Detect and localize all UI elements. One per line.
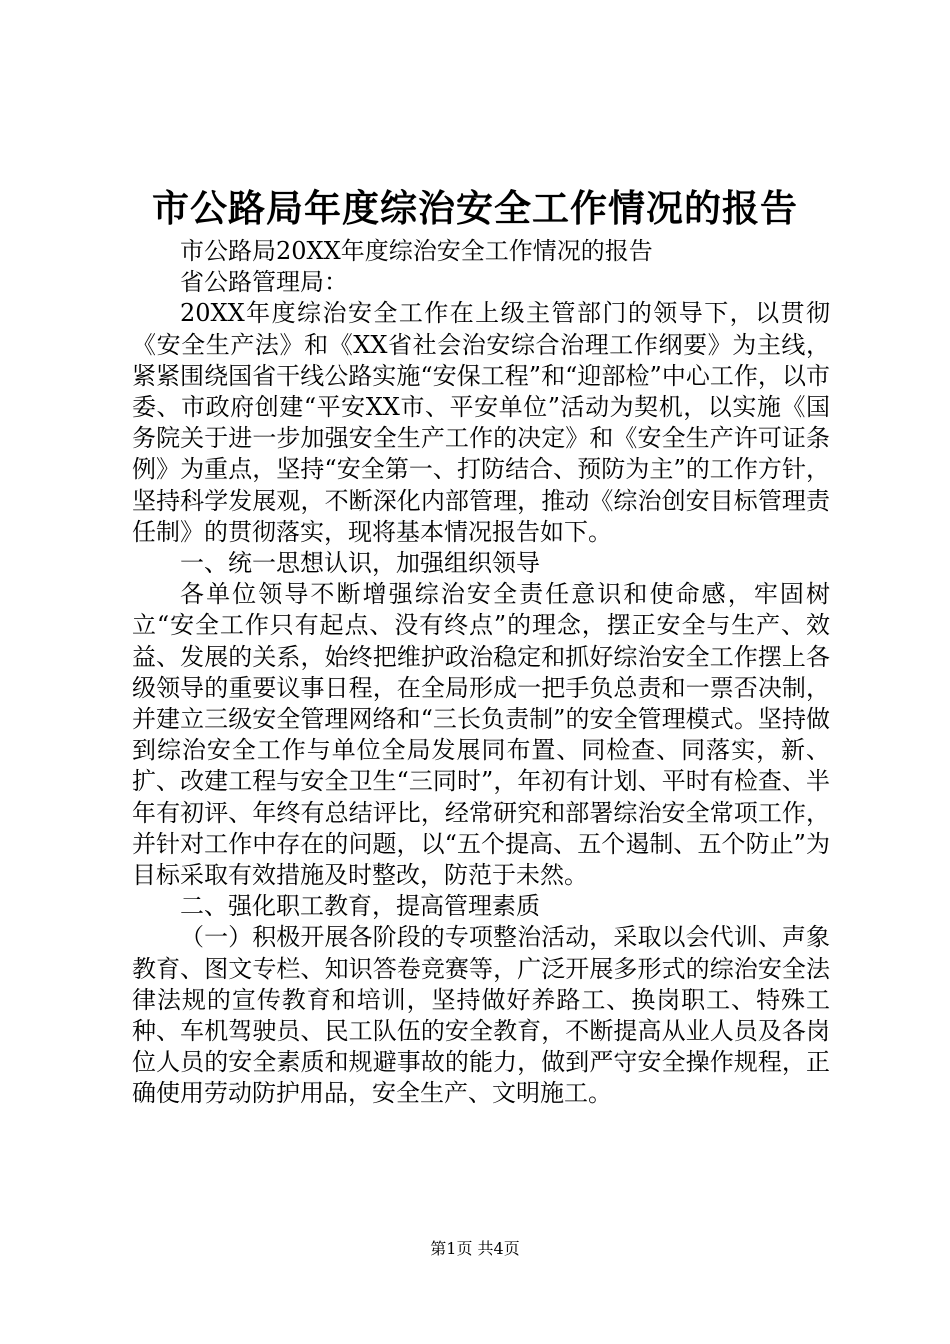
section-heading-2: 二、强化职工教育，提高管理素质 xyxy=(180,892,540,921)
body-paragraph-section-2-item-1: （一）积极开展各阶段的专项整治活动，采取以会代训、声象教育、图文专栏、知识答卷竞赛等，广泛开展多形式的综治安全法律法规的宣传教育和培训，坚持做好养路工、换岗职工、特殊工种、车机驾驶员、民工队伍的安全教育，不断提高从业人员及各岗位人员的安全素质和规避事故的能力，做到严守安全操作规程，正确使用劳动防护用品，安全生产、文明施工。 xyxy=(132,923,830,1108)
body-paragraph-addressee: 省公路管理局： xyxy=(180,268,348,297)
body-paragraph-intro: 20XX年度综治安全工作在上级主管部门的领导下，以贯彻《安全生产法》和《XX省社会治安综合治理工作纲要》为主线，紧紧围绕国省干线公路实施“安保工程”和“迎部检”中心工作，以市委、市政府创建“平安XX市、平安单位”活动为契机，以实施《国务院关于进一步加强安全生产工作的决定》和《安全生产许可证条例》为重点，坚持“安全第一、打防结合、预防为主”的工作方针，坚持科学发展观，不断深化内部管理，推动《综治创安目标管理责任制》的贯彻落实，现将基本情况报告如下。 xyxy=(132,299,830,546)
body-paragraph-heading: 市公路局20XX年度综治安全工作情况的报告 xyxy=(180,237,653,265)
section-heading-1: 一、统一思想认识，加强组织领导 xyxy=(180,549,540,578)
document-body xyxy=(132,236,830,1110)
body-paragraph-section-1: 各单位领导不断增强综治安全责任意识和使命感，牢固树立“安全工作只有起点、没有终点”的理念，摆正安全与生产、效益、发展的关系，始终把维护政治稳定和抓好综治安全工作摆上各级领导的重要议事日程，在全局形成一把手负总责和一票否决制，并建立三级安全管理网络和“三长负责制”的安全管理模式。坚持做到综治安全工作与单位全局发展同布置、同检查、同落实，新、扩、改建工程与安全卫生“三同时”，年初有计划、平时有检查、半年有初评、年终有总结评比，经常研究和部署综治安全常项工作，并针对工作中存在的问题，以“五个提高、五个遏制、五个防止”为目标采取有效措施及时整改，防范于未然。 xyxy=(132,580,830,890)
document-title: 市公路局年度综治安全工作情况的报告 xyxy=(152,186,798,230)
page-number-footer: 第1页 共4页 xyxy=(430,1239,520,1258)
